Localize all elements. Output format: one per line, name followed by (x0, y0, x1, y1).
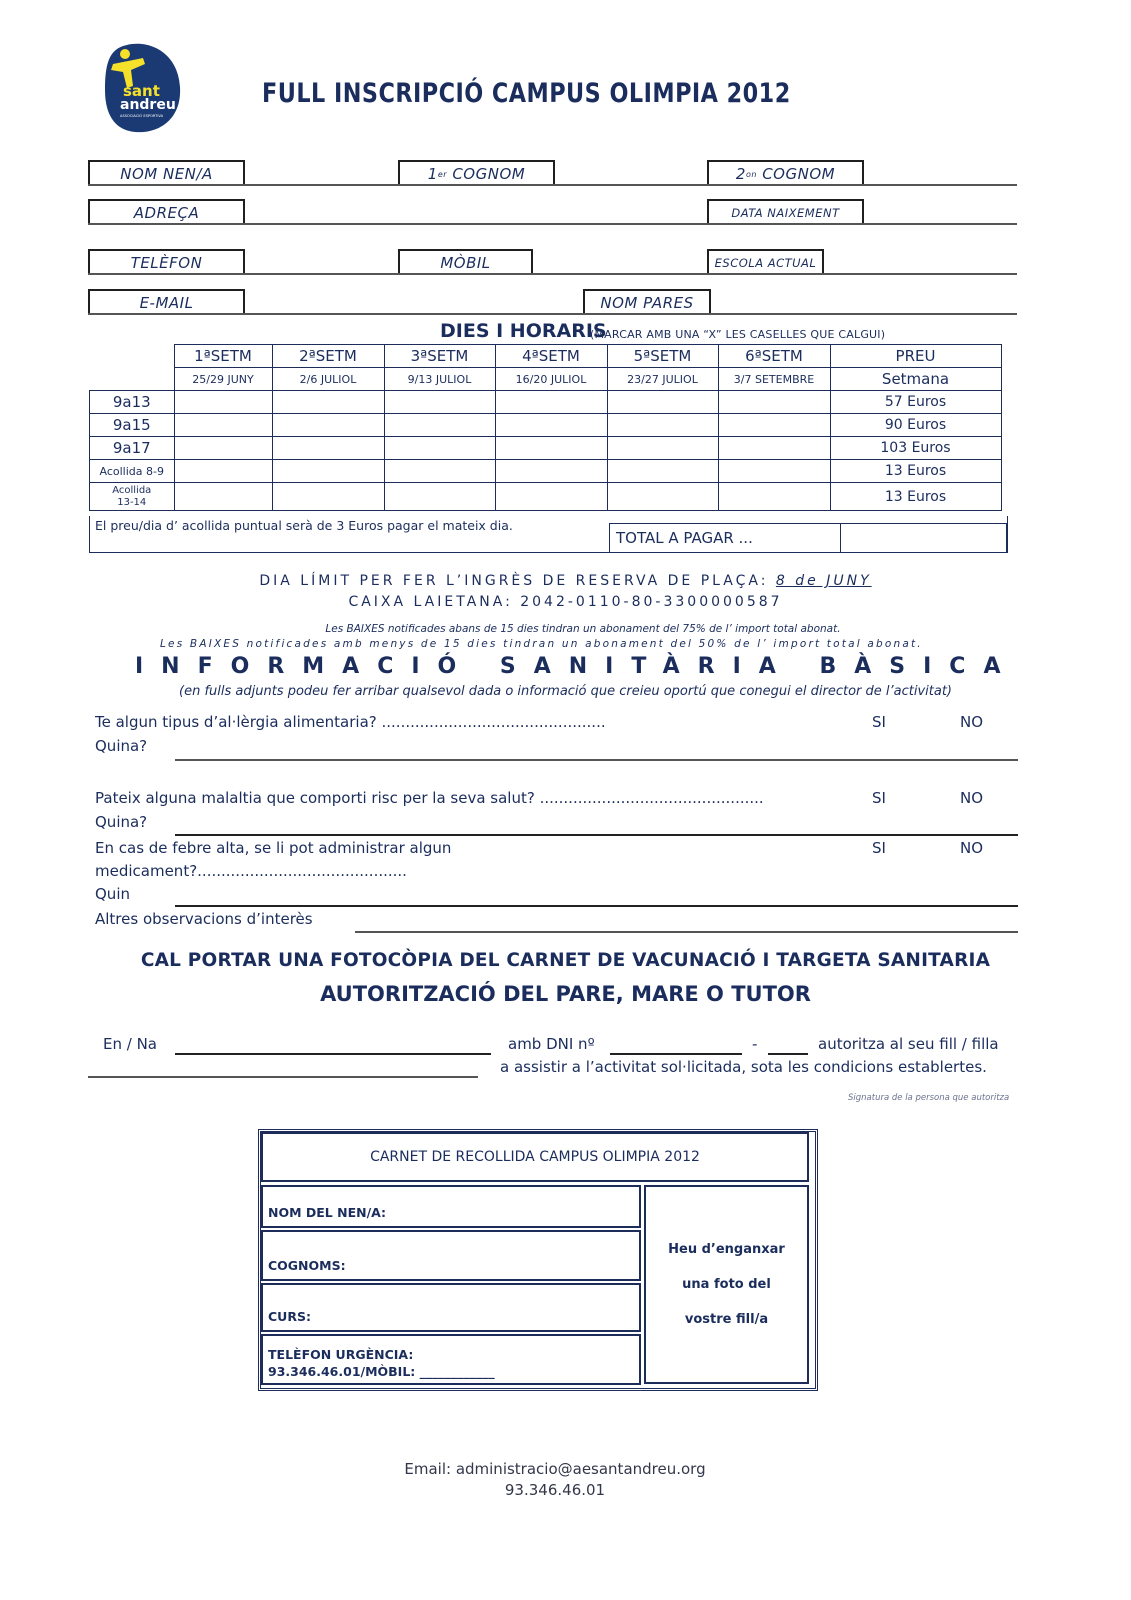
no-option[interactable]: NO (960, 839, 984, 857)
checkbox-cell[interactable] (272, 437, 384, 460)
answer-line-other[interactable] (355, 931, 1018, 933)
health-title: INFORMACIÓ SANITÀRIA BÀSICA (135, 654, 1019, 679)
parent-name-line[interactable] (175, 1053, 491, 1055)
row-price: 13 Euros (830, 460, 1001, 483)
card-telefon-number: 93.346.46.01/MÒBIL: ____________ (268, 1364, 495, 1379)
yes-option[interactable]: SI (872, 789, 886, 807)
table-row (90, 414, 1002, 437)
checkbox-cell[interactable] (384, 437, 495, 460)
answer-line-illness[interactable] (175, 834, 1018, 836)
photo-text-3: vostre fill/a (684, 1312, 769, 1327)
sant-andreu-logo (103, 42, 181, 134)
table-row (90, 437, 1002, 460)
checkbox-cell[interactable] (272, 391, 384, 414)
deadline-prefix: DIA LÍMIT PER FER L’INGRÈS DE RESERVA DE PLAÇA: (259, 573, 776, 589)
question-fever: En cas de febre alta, se li pot administrar algun (95, 839, 452, 857)
card-field-curs[interactable]: CURS: (261, 1283, 641, 1332)
checkbox-cell[interactable] (174, 483, 272, 511)
total-box (609, 523, 1007, 553)
week-dates: 3/7 SETEMBRE (718, 368, 830, 391)
week-header: 5ªSETM (607, 345, 718, 368)
card-title: CARNET DE RECOLLIDA CAMPUS OLIMPIA 2012 (261, 1132, 809, 1182)
checkbox-cell[interactable] (272, 483, 384, 511)
checkbox-cell[interactable] (384, 391, 495, 414)
yes-option[interactable]: SI (872, 713, 886, 731)
week-header: 2ªSETM (272, 345, 384, 368)
checkbox-cell[interactable] (495, 391, 607, 414)
footer-phone: 93.346.46.01 (504, 1481, 606, 1499)
label-data-naixement: DATA NAIXEMENT (707, 199, 864, 225)
checkbox-cell[interactable] (607, 483, 718, 511)
checkbox-cell[interactable] (384, 460, 495, 483)
dni-label: amb DNI nº (508, 1035, 595, 1053)
health-subtitle: (en fulls adjunts podeu fer arribar qualsevol dada o informació que creieu oportú que conegui el director de l’activitat) (179, 684, 952, 699)
footer-email[interactable]: Email: administracio@aesantandreu.org (404, 1460, 706, 1478)
week-dates: 16/20 JULIOL (495, 368, 607, 391)
refund-50-note: Les BAIXES notificades amb menys de 15 dies tindran un abonament del 50% de l’ import total abonat. (160, 638, 923, 650)
page-title: FULL INSCRIPCIÓ CAMPUS OLIMPIA 2012 (262, 78, 791, 109)
parent-name-line-2[interactable] (88, 1076, 478, 1078)
checkbox-cell[interactable] (272, 414, 384, 437)
checkbox-cell[interactable] (495, 437, 607, 460)
svg-text:sant: sant (123, 82, 160, 100)
dni-letter-line[interactable] (768, 1053, 808, 1055)
en-na-label: En / Na (103, 1035, 157, 1053)
row-price: 13 Euros (830, 483, 1001, 511)
checkbox-cell[interactable] (607, 460, 718, 483)
label-cognom1: 1 er COGNOM (398, 160, 555, 186)
authorization-title: AUTORITZACIÓ DEL PARE, MARE O TUTOR (320, 982, 811, 1006)
checkbox-cell[interactable] (718, 460, 830, 483)
checkbox-cell[interactable] (718, 391, 830, 414)
deadline-date: 8 de JUNY (775, 573, 872, 589)
svg-text:ASSOCIACIÓ ESPORTIVA: ASSOCIACIÓ ESPORTIVA (120, 114, 164, 118)
table-row (90, 391, 1002, 414)
dni-line[interactable] (610, 1053, 742, 1055)
vaccination-note: CAL PORTAR UNA FOTOCÒPIA DEL CARNET DE VACUNACIÓ I TARGETA SANITARIA (140, 950, 991, 971)
row-label: 9a15 (90, 414, 175, 437)
price-header: PREU (830, 345, 1001, 368)
label-escola-actual: ESCOLA ACTUAL (707, 249, 824, 275)
card-field-nom[interactable]: NOM DEL NEN/A: (261, 1185, 641, 1228)
follow-fever: Quin (95, 885, 130, 903)
authorization-text-2: a assistir a l’activitat sol·licitada, sota les condicions establertes. (500, 1058, 987, 1076)
checkbox-cell[interactable] (495, 414, 607, 437)
question-illness: Pateix alguna malaltia que comporti risc per la seva salut? ............................................... (95, 789, 764, 807)
week-header: 6ªSETM (718, 345, 830, 368)
yes-option[interactable]: SI (872, 839, 886, 857)
label-cognom2: 2 on COGNOM (707, 160, 864, 186)
schedule-table (89, 344, 1002, 511)
label-nom-nen: NOM NEN/A (88, 160, 245, 186)
checkbox-cell[interactable] (495, 460, 607, 483)
schedule-title: DIES I HORARIS (440, 320, 607, 342)
follow-illness: Quina? (95, 813, 148, 831)
checkbox-cell[interactable] (495, 483, 607, 511)
checkbox-cell[interactable] (607, 437, 718, 460)
table-row (90, 483, 1002, 511)
week-header: 3ªSETM (384, 345, 495, 368)
card-telefon-label: TELÈFON URGÈNCIA: (268, 1347, 414, 1362)
row-price: 103 Euros (830, 437, 1001, 460)
checkbox-cell[interactable] (384, 483, 495, 511)
week-dates: 9/13 JULIOL (384, 368, 495, 391)
photo-text-1: Heu d’enganxar (668, 1242, 785, 1257)
checkbox-cell[interactable] (174, 414, 272, 437)
total-value-field[interactable] (841, 524, 1006, 552)
no-option[interactable]: NO (960, 713, 984, 731)
deadline-text (0, 573, 1131, 589)
authorization-text-1: autoritza al seu fill / filla (818, 1035, 999, 1053)
card-field-telefon[interactable] (261, 1334, 641, 1385)
label-email: E-MAIL (88, 289, 245, 315)
row-label: Acollida 8-9 (90, 460, 175, 483)
week-header: 1ªSETM (174, 345, 272, 368)
follow-allergy: Quina? (95, 737, 148, 755)
label-nom-pares: NOM PARES (583, 289, 711, 315)
answer-line-fever[interactable] (175, 905, 1018, 907)
week-header: 4ªSETM (495, 345, 607, 368)
field-line-nom[interactable] (88, 184, 1017, 186)
label-telefon: TELÈFON (88, 249, 245, 275)
bank-account: CAIXA LAIETANA: 2042-0110-80-3300000587 (348, 594, 783, 610)
no-option[interactable]: NO (960, 789, 984, 807)
table-row (90, 460, 1002, 483)
checkbox-cell[interactable] (174, 437, 272, 460)
checkbox-cell[interactable] (718, 437, 830, 460)
field-line-email[interactable] (88, 313, 1017, 315)
checkbox-cell[interactable] (607, 391, 718, 414)
checkbox-cell[interactable] (272, 460, 384, 483)
checkbox-cell[interactable] (718, 414, 830, 437)
checkbox-cell[interactable] (607, 414, 718, 437)
row-price: 90 Euros (830, 414, 1001, 437)
signature-caption: Signatura de la persona que autoritza (848, 1093, 1010, 1103)
refund-75-note: Les BAIXES notificades abans de 15 dies tindran un abonament del 75% de l’ import total abonat. (325, 623, 841, 635)
row-label: Acollida 13-14 (90, 483, 175, 511)
dni-dash: - (752, 1035, 758, 1053)
field-line-adreca[interactable] (88, 223, 1017, 225)
card-field-cognoms[interactable]: COGNOMS: (261, 1230, 641, 1281)
row-price: 57 Euros (830, 391, 1001, 414)
checkbox-cell[interactable] (174, 391, 272, 414)
week-dates: 23/27 JULIOL (607, 368, 718, 391)
checkbox-cell[interactable] (174, 460, 272, 483)
schedule-footnote: El preu/dia d’ acollida puntual serà de 3 Euros pagar el mateix dia. (95, 518, 513, 533)
total-label: TOTAL A PAGAR ... (610, 524, 841, 552)
checkbox-cell[interactable] (718, 483, 830, 511)
checkbox-cell[interactable] (384, 414, 495, 437)
row-label: 9a17 (90, 437, 175, 460)
week-dates: 2/6 JULIOL (272, 368, 384, 391)
label-mobil: MÒBIL (398, 249, 533, 275)
field-line-telefon[interactable] (88, 273, 1017, 275)
photo-text-2: una foto del (682, 1277, 771, 1292)
row-label: 9a13 (90, 391, 175, 414)
question-fever-cont: medicament?............................................ (95, 862, 407, 880)
answer-line-allergy[interactable] (175, 759, 1018, 761)
schedule-note: (MARCAR AMB UNA “X” LES CASELLES QUE CALGUI) (590, 328, 886, 341)
price-sub: Setmana (830, 368, 1001, 391)
svg-text:andreu: andreu (120, 97, 176, 113)
week-dates: 25/29 JUNY (174, 368, 272, 391)
question-allergy: Te algun tipus d’al·lèrgia alimentaria? ............................................... (95, 713, 606, 731)
other-observations-label: Altres observacions d’interès (95, 910, 313, 928)
photo-placeholder (644, 1185, 809, 1384)
label-adreca: ADREÇA (88, 199, 245, 225)
